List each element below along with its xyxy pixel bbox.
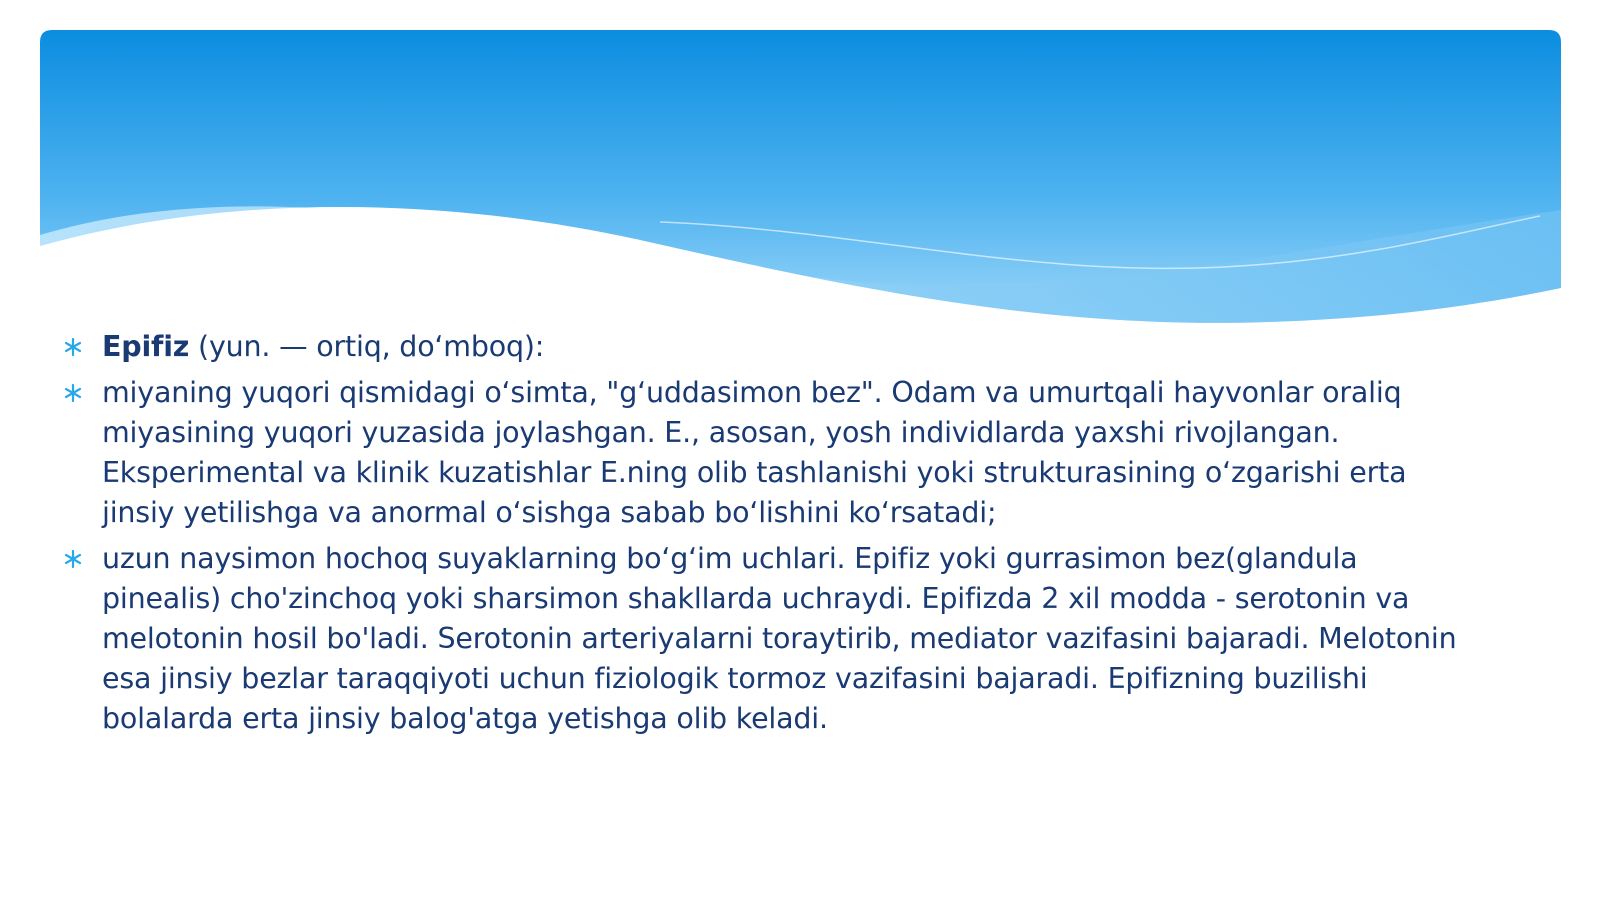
bullet-text: (yun. — ortiq, doʻmboq): bbox=[189, 330, 545, 363]
bullet-item-brain-gland bbox=[60, 373, 1460, 533]
bullet-item-bone-ends bbox=[60, 539, 1460, 739]
header-wave-banner bbox=[40, 30, 1561, 340]
bullet-text: uzun naysimon hochoq suyaklarning boʻgʻim uchlari. Epifiz yoki gurrasimon bez(glandula pinealis) cho'zinchoq yoki sharsimon shakllarda uchraydi. Epifizda 2 xil modda - serotonin va melotonin hosil bo'ladi. Serotonin arteriyalarni toraytirib, mediator vazifasini bajaradi. Melotonin esa jinsiy bezlar taraqqiyoti uchun fiziologik tormoz vazifasini bajaradi. Epifizning buzilishi bolalarda erta jinsiy balog'atga yetishga olib keladi. bbox=[102, 542, 1457, 735]
bullet-item-epifiz-definition bbox=[60, 327, 1460, 367]
asterisk-bullet-icon bbox=[62, 327, 84, 367]
asterisk-bullet-icon bbox=[62, 539, 84, 579]
bullet-list bbox=[60, 327, 1460, 745]
bullet-text: miyaning yuqori qismidagi oʻsimta, "gʻuddasimon bez". Odam va umurtqali hayvonlar oraliq miyasining yuqori yuzasida joylashgan. E., asosan, yosh individlarda yaxshi rivojlangan. Eksperimental va klinik kuzatishlar E.ning olib tashlanishi yoki strukturasining oʻzgarishi erta jinsiy yetilishga va anormal oʻsishga sabab boʻlishini koʻrsatadi; bbox=[102, 376, 1407, 529]
bullet-term: Epifiz bbox=[102, 330, 190, 363]
asterisk-bullet-icon bbox=[62, 373, 84, 413]
